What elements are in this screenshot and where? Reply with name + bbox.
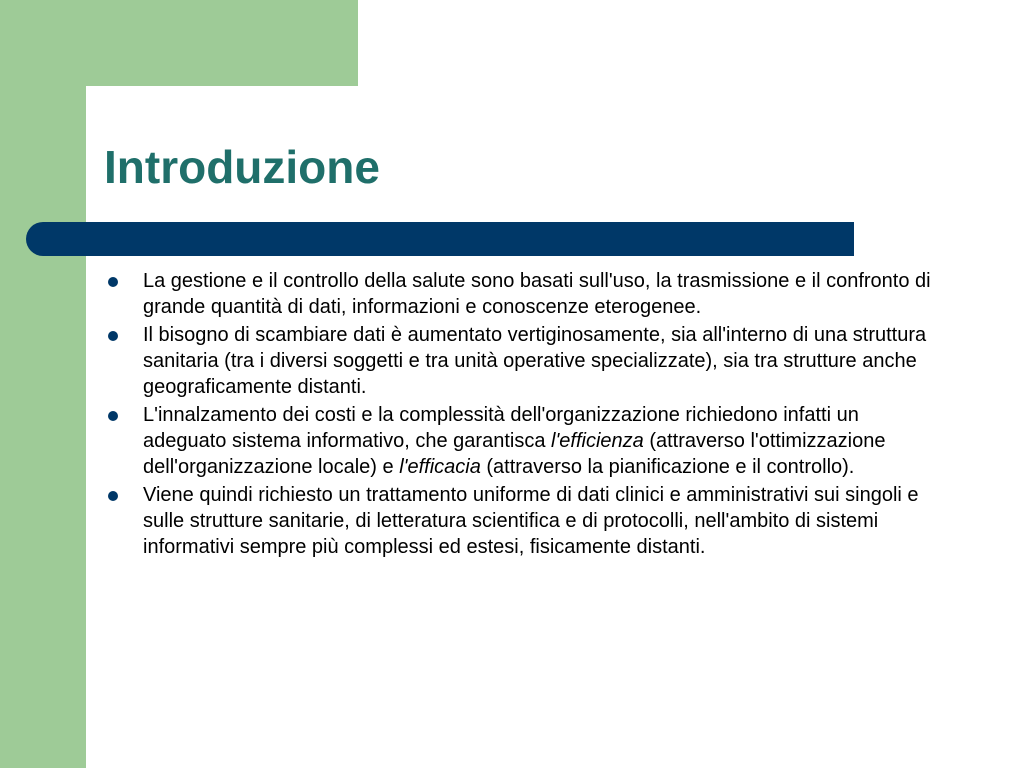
bullet-icon — [108, 277, 118, 287]
slide-title: Introduzione — [104, 141, 380, 193]
bullet-icon — [108, 491, 118, 501]
bullet-text-part: L'innalzamento dei costi e la complessità dell'organizzazione richiedono infatti un adeguato sistema informativo, che garantisca — [143, 404, 859, 452]
emphasis-efficacia: l'efficacia — [399, 456, 481, 478]
green-top-panel — [0, 0, 358, 86]
bullet-icon — [108, 331, 118, 341]
list-item — [104, 268, 934, 320]
list-item — [104, 322, 934, 400]
list-item — [104, 482, 934, 560]
bullet-text: Il bisogno di scambiare dati è aumentato vertiginosamente, sia all'interno di una struttura sanitaria (tra i diversi soggetti e tra unità operative specializzate), sia tra strutture anche geograficamente distanti. — [143, 324, 927, 398]
green-side-panel — [0, 0, 86, 768]
emphasis-efficienza: l'efficienza — [551, 430, 644, 452]
bullet-text: Viene quindi richiesto un trattamento uniforme di dati clinici e amministrativi sui singoli e sulle strutture sanitarie, di letteratura scientifica e di protocolli, nell'ambito di sistemi informativi sempre più complessi ed estesi, fisicamente distanti. — [143, 484, 919, 558]
bullet-text — [143, 404, 885, 478]
bullet-text-part: (attraverso la pianificazione e il controllo). — [480, 456, 855, 478]
bullet-list — [104, 268, 934, 562]
list-item — [104, 402, 934, 480]
title-underline-bar — [26, 222, 854, 256]
bullet-icon — [108, 411, 118, 421]
bullet-text: La gestione e il controllo della salute sono basati sull'uso, la trasmissione e il confronto di grande quantità di dati, informazioni e conoscenze eterogenee. — [143, 270, 931, 318]
bullet-text-part: (attraverso l'ottimizzazione dell'organizzazione locale) e — [143, 430, 886, 478]
